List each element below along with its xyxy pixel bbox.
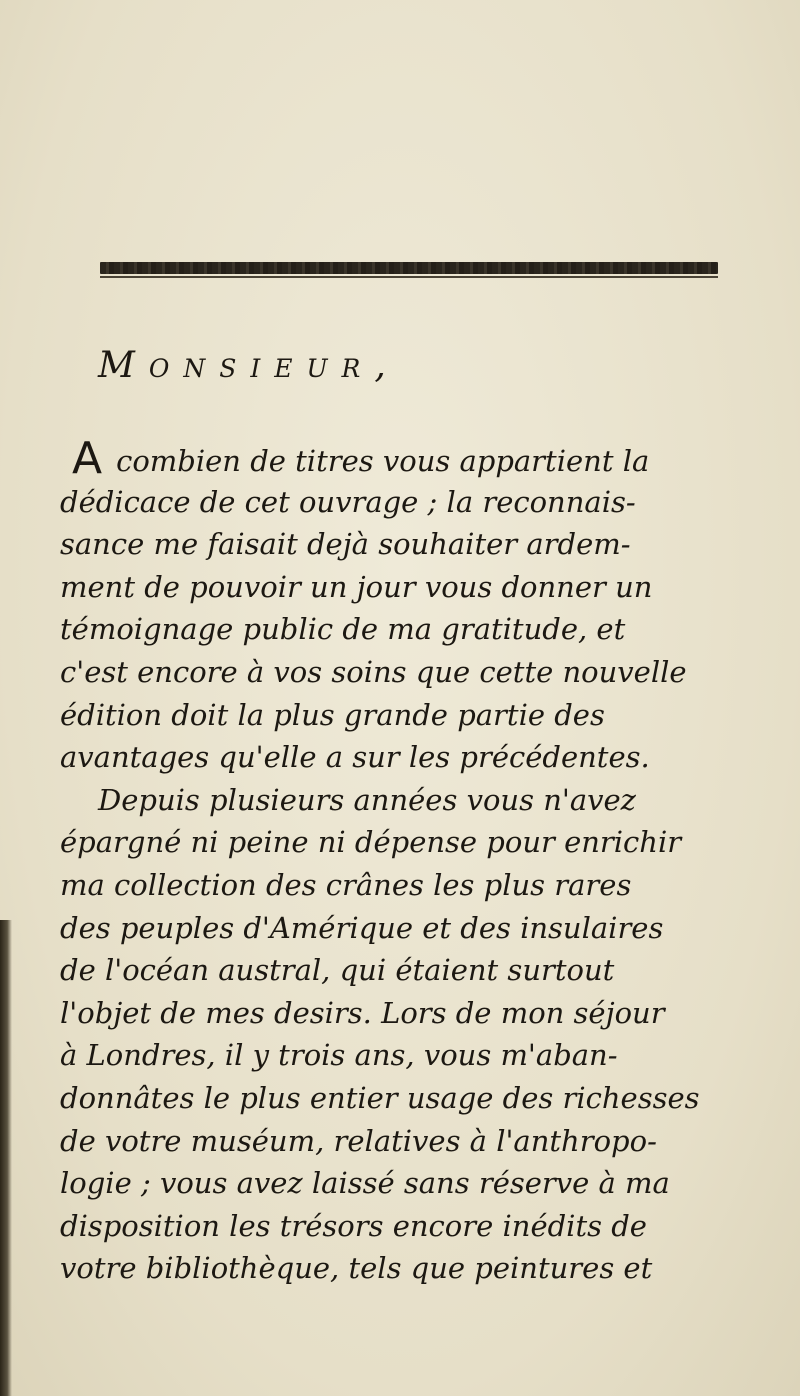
body-line-8: avantages qu'elle a sur les précédentes.	[60, 740, 650, 775]
body-line-1: Acombien de titres vous appartient la	[72, 433, 650, 484]
body-line-7: édition doit la plus grande partie des	[60, 697, 605, 732]
rule-underline	[100, 276, 718, 278]
body-line-14: l'objet de mes desirs. Lors de mon séjour	[60, 995, 665, 1030]
body-line-17: de votre muséum, relatives à l'anthropo-	[60, 1123, 657, 1158]
body-line-6: c'est encore à vos soins que cette nouvelle	[60, 654, 687, 689]
body-line-19: disposition les trésors encore inédits de	[60, 1208, 647, 1243]
drop-cap: A	[72, 433, 103, 484]
body-line-10: épargné ni peine ni dépense pour enrichir	[60, 825, 682, 860]
body-line-20: votre bibliothèque, tels que peintures et	[60, 1251, 653, 1286]
binding-edge-shadow	[0, 920, 12, 1396]
body-line-4: ment de pouvoir un jour vous donner un	[60, 569, 653, 604]
body-line-2: dédicace de cet ouvrage ; la reconnais-	[60, 484, 636, 519]
body-line-15: à Londres, il y trois ans, vous m'aban-	[60, 1038, 618, 1073]
body-line-11: ma collection des crânes les plus rares	[60, 867, 632, 902]
body-line-3: sance me faisait dejà souhaiter ardem-	[60, 527, 631, 562]
body-line-9: Depuis plusieurs années vous n'avez	[98, 782, 636, 817]
body-line-13: de l'océan austral, qui étaient surtout	[60, 953, 615, 988]
body-line-12: des peuples d'Amérique et des insulaires	[60, 910, 664, 945]
ornamental-rule	[100, 262, 718, 274]
body-line-16: donnâtes le plus entier usage des richesses	[60, 1080, 700, 1115]
salutation: Monsieur,	[98, 345, 400, 386]
body-line-18: logie ; vous avez laissé sans réserve à ma	[60, 1166, 670, 1201]
letter-body	[60, 433, 760, 1290]
body-line-5: témoignage public de ma gratitude, et	[60, 612, 626, 647]
